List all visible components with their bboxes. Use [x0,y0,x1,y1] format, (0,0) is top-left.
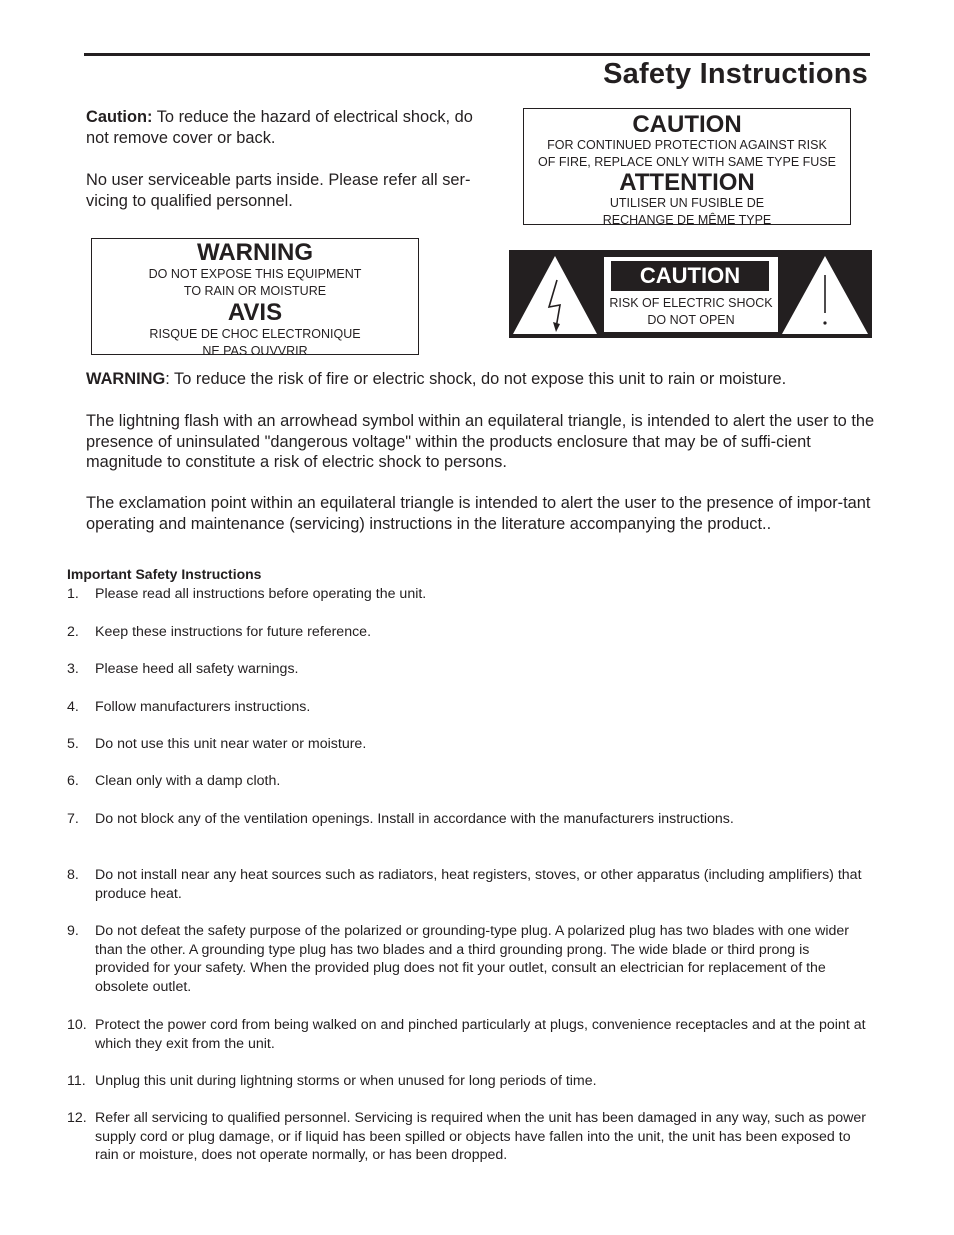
page-title: Safety Instructions [603,58,868,90]
list-item [67,735,867,754]
lightning-symbol-paragraph: The lightning flash with an arrowhead symbol within an equilateral triangle, is intended to alert the user to the presence of uninsulated "dangerous voltage" within the products enclosure that may be of suffi-cient magnitude to constitute a risk of electric shock to persons. [86,412,875,471]
list-item-number: 12. [67,1110,87,1126]
list-item [67,623,867,642]
list-item-text: Refer all servicing to qualified personnel. Servicing is required when the unit has been damaged in any way, such as power supply cord or plug damage, or if liquid has been spilled or objects have fallen into the unit, the unit has been exposed to rain or moisture, does not operate normally, or has been dropped. [95,1110,867,1164]
list-item [67,585,867,604]
avis-line-1: RISQUE DE CHOC ELECTRONIQUE [149,327,361,341]
list-item-number: 1. [67,586,79,602]
list-item [67,922,867,996]
shock-caution-heading: CAUTION [611,261,769,291]
list-item [67,866,867,903]
electric-shock-caution-label [509,250,872,338]
list-item [67,772,867,791]
list-item-number: 6. [67,773,79,789]
warning-line-1: DO NOT EXPOSE THIS EQUIPMENT [148,267,362,281]
instructions-heading: Important Safety Instructions [67,566,262,582]
list-item-number: 2. [67,624,79,640]
list-item-text: Clean only with a damp cloth. [95,773,281,789]
list-item-number: 7. [67,811,79,827]
list-item-number: 8. [67,867,79,883]
lightning-triangle-icon [512,255,598,335]
list-item-text: Do not install near any heat sources such as radiators, heat registers, stoves, or other apparatus (including amplifiers) that produce heat. [95,867,862,902]
fuse-caution-line-2: OF FIRE, REPLACE ONLY WITH SAME TYPE FUSE [538,155,836,169]
shock-caution-text [604,295,778,329]
exclamation-symbol-paragraph: The exclamation point within an equilateral triangle is intended to alert the user to the presence of impor-tant operating and maintenance (servicing) instructions in the literature accompanying the product.. [86,494,871,533]
avis-heading: AVIS [227,299,283,326]
shock-caution-panel [604,257,778,332]
caution-text: To reduce the hazard of electrical shock, do not remove cover or back. [86,108,473,147]
list-item-text: Keep these instructions for future reference. [95,624,372,640]
shock-caution-line-1: RISK OF ELECTRIC SHOCK [609,296,773,310]
fuse-attention-heading: ATTENTION [619,169,755,196]
warning-box [91,238,419,358]
shock-caution-line-2: DO NOT OPEN [647,313,735,327]
no-user-parts-paragraph: No user serviceable parts inside. Please refer all ser-vicing to qualified personnel. [86,171,471,210]
list-item [67,1072,867,1091]
title-rule [84,53,870,56]
warning-heading: WARNING [197,239,313,266]
fuse-attention-line-2: RECHANGE DE MÊME TYPE [602,213,772,227]
list-item-text: Do not use this unit near water or moisture. [95,736,367,752]
fuse-caution-heading: CAUTION [632,111,742,138]
fuse-caution-line-1: FOR CONTINUED PROTECTION AGAINST RISK [547,138,827,152]
fuse-caution-box [523,108,851,225]
list-item-text: Please heed all safety warnings. [95,661,299,677]
list-item-text: Do not defeat the safety purpose of the polarized or grounding-type plug. A polarized plug has two blades with one wider than the other. A grounding type plug has two blades and a third grounding prong. The wide blade or third prong is provided for your safety. When the provided plug does not fit your outlet, consult an electrician for replacement of the obsolete outlet. [95,923,850,995]
list-item [67,698,867,717]
warning-line-2: TO RAIN OR MOISTURE [183,284,327,298]
list-item-text: Protect the power cord from being walked on and pinched particularly at plugs, convenience receptacles and at the point at which they exit from the unit. [95,1017,866,1052]
exclamation-triangle-icon [781,255,869,335]
list-item-text: Unplug this unit during lightning storms or when unused for long periods of time. [95,1073,597,1089]
list-item-number: 5. [67,736,79,752]
list-item [67,1109,867,1165]
fuse-attention-line-1: UTILISER UN FUSIBLE DE [609,196,765,210]
list-item-number: 9. [67,923,79,939]
warning-paragraph [86,369,876,390]
list-item [67,810,867,829]
list-item-text: Please read all instructions before operating the unit. [95,586,427,602]
list-item-number: 11. [67,1073,86,1089]
list-item-number: 4. [67,699,79,715]
list-item-text: Follow manufacturers instructions. [95,699,311,715]
caution-paragraph [86,107,496,148]
list-item [67,1016,867,1053]
list-item-text: Do not block any of the ventilation openings. Install in accordance with the manufacturers instructions. [95,811,734,827]
avis-line-2: NE PAS OUVVRIR [202,344,308,358]
warning-inline-label: WARNING [86,370,166,388]
caution-label: Caution: [86,108,153,126]
list-item-number: 3. [67,661,79,677]
warning-inline-text: : To reduce the risk of fire or electric shock, do not expose this unit to rain or moisture. [165,370,787,388]
list-item [67,660,867,679]
list-item-number: 10. [67,1017,87,1033]
